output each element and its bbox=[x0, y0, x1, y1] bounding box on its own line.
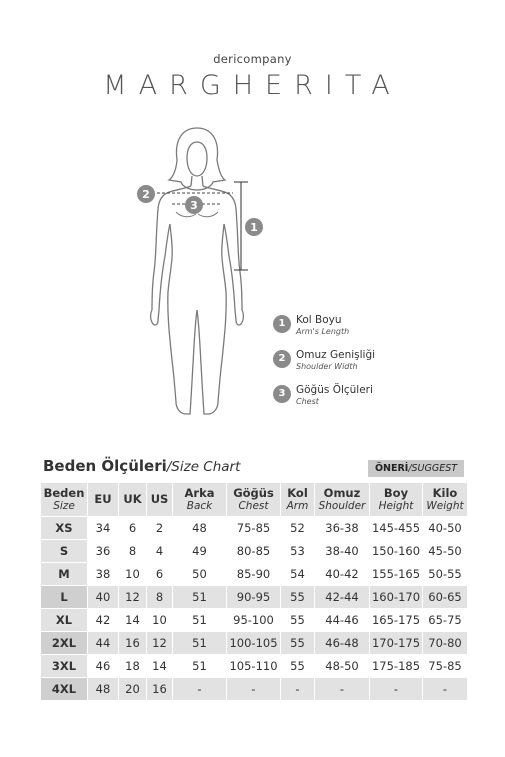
table-cell: 14 bbox=[152, 659, 167, 673]
table-cell: 36-38 bbox=[325, 521, 359, 535]
table-cell: 50-55 bbox=[428, 567, 462, 581]
table-cell: 46 bbox=[95, 659, 111, 673]
table-row bbox=[41, 678, 467, 700]
table-cell: 70-80 bbox=[423, 632, 467, 654]
table-cell: 2 bbox=[155, 521, 164, 535]
table-cell: 44 bbox=[88, 632, 118, 654]
table-cell: 175-185 bbox=[371, 659, 421, 673]
column-header: Göğüs Chest bbox=[227, 483, 280, 516]
brand-name: dericompany bbox=[213, 52, 292, 66]
size-cell: XL bbox=[41, 609, 87, 631]
marker-3-icon bbox=[185, 196, 203, 214]
table-cell: 60-65 bbox=[423, 586, 467, 608]
column-header: Beden Size bbox=[41, 483, 87, 516]
table-row bbox=[41, 609, 467, 631]
table-cell: 160-170 bbox=[370, 586, 422, 608]
table-cell: 14 bbox=[125, 613, 140, 627]
column-header: UK bbox=[119, 483, 146, 516]
table-cell: 150-160 bbox=[371, 544, 421, 558]
table-cell: 16 bbox=[119, 632, 146, 654]
table-cell: 90-95 bbox=[227, 586, 280, 608]
size-cell: 2XL bbox=[41, 632, 87, 654]
table-cell: 95-100 bbox=[233, 613, 274, 627]
table-cell: 100-105 bbox=[227, 632, 280, 654]
table-cell: 42 bbox=[95, 613, 111, 627]
table-cell: 4 bbox=[155, 544, 164, 558]
table-cell: 36 bbox=[95, 544, 111, 558]
column-header: Boy Height bbox=[370, 483, 422, 516]
size-table bbox=[40, 482, 468, 701]
marker-1-icon bbox=[245, 218, 263, 236]
table-cell: - bbox=[227, 678, 280, 700]
table-cell: 145-455 bbox=[371, 521, 421, 535]
suggest-label-tr: ÖNERİ bbox=[374, 463, 409, 474]
table-cell: 12 bbox=[147, 632, 172, 654]
legend-label: Omuz Genişliği bbox=[296, 349, 376, 361]
legend-number-badge: 1 bbox=[273, 315, 291, 333]
table-cell: 48-50 bbox=[325, 659, 359, 673]
suggest-label-en: /SUGGEST bbox=[408, 463, 458, 474]
size-cell: XS bbox=[41, 517, 87, 539]
table-cell: 53 bbox=[290, 544, 305, 558]
svg-text:3: 3 bbox=[190, 199, 198, 212]
table-row bbox=[41, 586, 467, 608]
table-cell: 51 bbox=[173, 632, 226, 654]
size-cell: L bbox=[41, 586, 87, 608]
table-row bbox=[41, 563, 467, 585]
table-cell: 155-165 bbox=[371, 567, 421, 581]
table-cell: 8 bbox=[128, 544, 137, 558]
size-cell: M bbox=[41, 563, 87, 585]
table-cell: 6 bbox=[128, 521, 137, 535]
column-header: Arka Back bbox=[173, 483, 226, 516]
body-silhouette bbox=[151, 128, 244, 414]
table-cell: 40-50 bbox=[428, 521, 462, 535]
table-cell: 51 bbox=[192, 613, 207, 627]
table-cell: 75-85 bbox=[236, 521, 271, 535]
column-header: EU bbox=[88, 483, 118, 516]
table-cell: 165-175 bbox=[371, 613, 421, 627]
table-cell: 18 bbox=[125, 659, 140, 673]
table-cell: 45-50 bbox=[428, 544, 462, 558]
table-row bbox=[41, 540, 467, 562]
table-row bbox=[41, 655, 467, 677]
table-cell: 105-110 bbox=[229, 659, 278, 673]
table-cell: 10 bbox=[125, 567, 140, 581]
table-header-row bbox=[41, 483, 467, 516]
size-chart-title-en: /Size Chart bbox=[166, 459, 241, 475]
table-cell: 38 bbox=[95, 567, 111, 581]
table-cell: 51 bbox=[192, 659, 207, 673]
column-header: Kilo Weight bbox=[423, 483, 467, 516]
table-cell: 50 bbox=[192, 567, 207, 581]
body-measurement-figure bbox=[0, 120, 505, 430]
table-row bbox=[41, 517, 467, 539]
table-cell: 51 bbox=[173, 586, 226, 608]
table-cell: 75-85 bbox=[428, 659, 462, 673]
suggest-badge bbox=[368, 460, 464, 477]
legend-label-en: Arm's Length bbox=[296, 327, 350, 336]
table-cell: - bbox=[315, 678, 369, 700]
table-cell: - bbox=[370, 678, 422, 700]
table-cell: 55 bbox=[290, 613, 305, 627]
table-cell: 48 bbox=[88, 678, 118, 700]
size-cell: S bbox=[41, 540, 87, 562]
table-cell: 34 bbox=[95, 521, 111, 535]
size-cell: 4XL bbox=[41, 678, 87, 700]
table-cell: 52 bbox=[290, 521, 305, 535]
legend-number-badge: 2 bbox=[273, 350, 291, 368]
table-cell: 44-46 bbox=[325, 613, 359, 627]
legend-label: Göğüs Ölçüleri bbox=[296, 384, 373, 396]
legend-label: Kol Boyu bbox=[296, 314, 342, 326]
table-cell: 8 bbox=[147, 586, 172, 608]
table-cell: 80-85 bbox=[236, 544, 271, 558]
table-cell: - bbox=[173, 678, 226, 700]
table-cell: 65-75 bbox=[428, 613, 462, 627]
table-cell: 170-175 bbox=[370, 632, 422, 654]
legend-label-en: Shoulder Width bbox=[296, 362, 358, 371]
legend-label-en: Chest bbox=[296, 397, 319, 406]
table-cell: - bbox=[423, 678, 467, 700]
table-cell: 16 bbox=[147, 678, 172, 700]
marker-2-icon bbox=[137, 185, 155, 203]
svg-text:1: 1 bbox=[250, 221, 258, 234]
table-row bbox=[41, 632, 467, 654]
table-cell: 49 bbox=[192, 544, 207, 558]
svg-text:2: 2 bbox=[142, 188, 150, 201]
table-cell: 54 bbox=[290, 567, 305, 581]
legend-number-badge: 3 bbox=[273, 385, 291, 403]
table-cell: 48 bbox=[192, 521, 207, 535]
table-cell: 12 bbox=[119, 586, 146, 608]
size-chart-title-tr: Beden Ölçüleri bbox=[43, 457, 167, 475]
table-cell: 10 bbox=[152, 613, 167, 627]
table-cell: 55 bbox=[281, 632, 314, 654]
table-cell: 42-44 bbox=[315, 586, 369, 608]
table-cell: 46-48 bbox=[315, 632, 369, 654]
column-header: US bbox=[147, 483, 172, 516]
table-cell: 55 bbox=[281, 586, 314, 608]
table-cell: 20 bbox=[119, 678, 146, 700]
table-cell: 6 bbox=[155, 567, 164, 581]
column-header: Omuz Shoulder bbox=[315, 483, 369, 516]
table-cell: 38-40 bbox=[325, 544, 359, 558]
size-chart-title bbox=[43, 457, 240, 475]
column-header: Kol Arm bbox=[281, 483, 314, 516]
table-cell: - bbox=[281, 678, 314, 700]
table-cell: 40-42 bbox=[325, 567, 359, 581]
size-cell: 3XL bbox=[41, 655, 87, 677]
table-cell: 85-90 bbox=[236, 567, 271, 581]
table-cell: 55 bbox=[290, 659, 305, 673]
product-title: MARGHERITA bbox=[103, 70, 402, 101]
table-cell: 40 bbox=[88, 586, 118, 608]
